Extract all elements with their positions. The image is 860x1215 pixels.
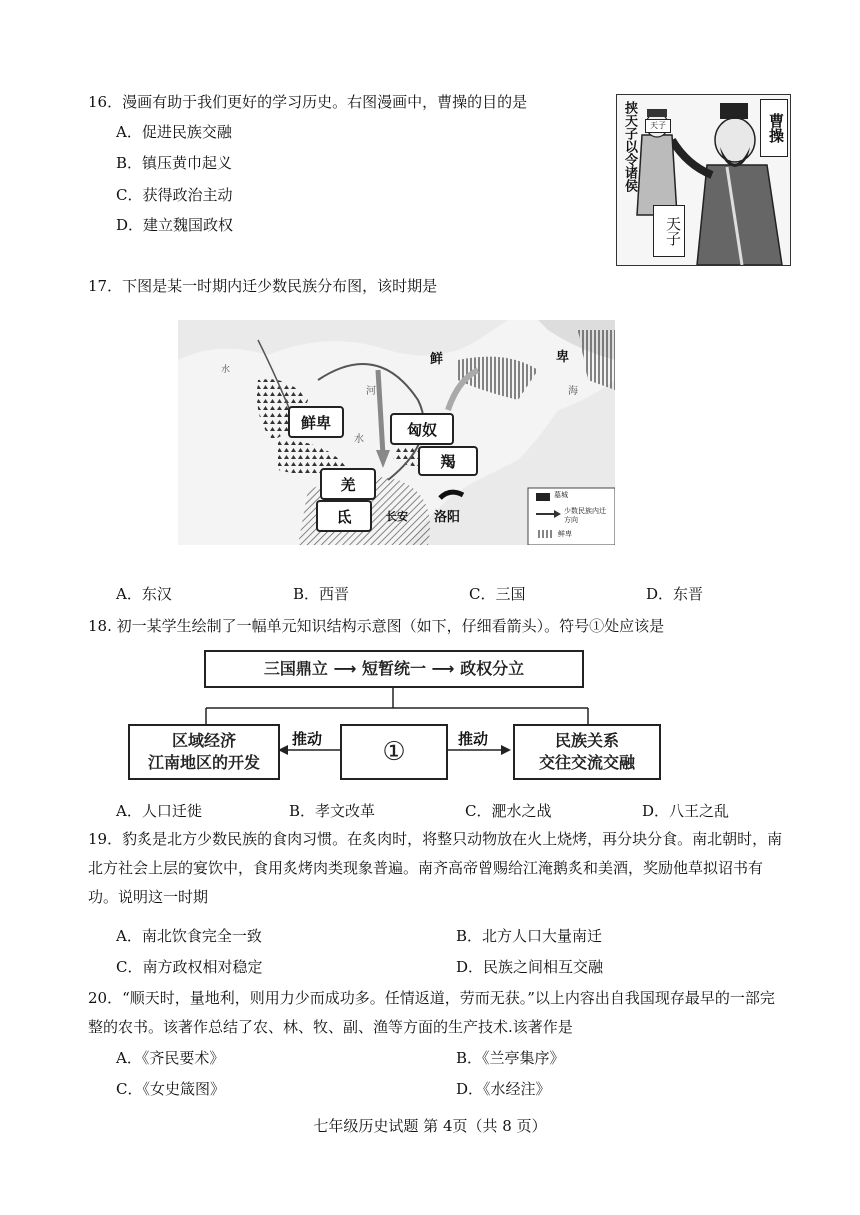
map-city-changan: 长安 [386, 510, 408, 523]
q16-stem: 16．漫画有助于我们更好的学习历史。右图漫画中，曹操的目的是 [88, 93, 528, 111]
puppet-tag: 天子 [645, 119, 671, 133]
legend-migration: 少数民族内迁方向 [564, 507, 606, 524]
q18-stem: 18. 初一某学生绘制了一幅单元知识结构示意图（如下，仔细看箭头）。符号①处应该是 [88, 617, 665, 635]
q19-option-c[interactable]: C．南方政权相对稳定 [116, 958, 263, 976]
map-city-luoyang: 洛阳 [434, 510, 461, 525]
q20-option-a[interactable]: A．《齐民要术》 [116, 1049, 225, 1067]
q19-option-d[interactable]: D．民族之间相互交融 [456, 958, 604, 976]
q18-option-a[interactable]: A．人口迁徙 [116, 802, 202, 820]
q18-option-b[interactable]: B．孝文改革 [289, 802, 376, 820]
map-label-bei: 卑 [556, 350, 570, 365]
cartoon-slogan: 挟天子以令诸侯 [622, 101, 637, 192]
map-label-xianbei: 鲜卑 [288, 406, 344, 438]
q20-stem: 20．“顺天时，量地利，则用力少而成功多。任情返道，劳而无获。”以上内容出自我国现存最早的一部完整的农书。该著作总结了农、林、牧、副、渔等方面的生产技术.该著作是 [88, 989, 775, 1036]
map-label-xiongnu: 匈奴 [390, 413, 454, 445]
map-label-xian: 鲜 [430, 352, 444, 367]
q16-option-c[interactable]: C．获得政治主动 [116, 186, 233, 204]
map-river-shui-west: 水 [221, 365, 231, 375]
q18-option-d[interactable]: D．八王之乱 [642, 802, 730, 820]
map-label-di: 氐 [316, 500, 372, 532]
emperor-label: 天子 [653, 205, 685, 257]
diagram-right-box [513, 724, 661, 780]
diagram-top-box: 三国鼎立 ⟶ 短暂统一 ⟶ 政权分立 [204, 650, 584, 688]
q19-option-a[interactable]: A．南北饮食完全一致 [116, 927, 262, 945]
map-river-shui: 水 [354, 434, 364, 445]
q17-stem: 17．下图是某一时期内迁少数民族分布图，该时期是 [88, 277, 438, 295]
q17-option-d[interactable]: D．东晋 [646, 585, 704, 603]
migration-map [178, 320, 615, 545]
q17-option-c[interactable]: C．三国 [469, 585, 526, 603]
map-sea-hai: 海 [568, 386, 578, 397]
q20-option-c[interactable]: C．《女史箴图》 [116, 1080, 225, 1098]
legend-xianbei: 鲜卑 [558, 530, 572, 538]
cao-cao-name-label: 曹操 [760, 99, 788, 157]
q17-option-a[interactable]: A．东汉 [116, 585, 172, 603]
left-box-line2: 江南地区的开发 [147, 753, 260, 772]
right-box-line2: 交往交流交融 [538, 753, 635, 772]
cao-cao-cartoon [616, 94, 791, 266]
map-label-qiang: 羌 [320, 468, 376, 500]
q17-option-b[interactable]: B．西晋 [293, 585, 350, 603]
q19-stem: 19．豹炙是北方少数民族的食肉习惯。在炙肉时，将整只动物放在火上烧烤，再分块分食。南北朝时，南北方社会上层的宴饮中，食用炙烤肉类现象普遍。南齐高帝曾赐给江淹鹅炙和美酒，奖励他草拟诏书有功。说明这一时期 [88, 830, 783, 906]
q18-option-c[interactable]: C．淝水之战 [465, 802, 552, 820]
page-footer: 七年级历史试题 第 4页（共 8 页） [313, 1117, 547, 1135]
arrow-label-right: 推动 [458, 730, 489, 748]
legend-wall: 墓城 [554, 491, 568, 499]
right-box-line1: 民族关系 [554, 731, 619, 750]
q19-option-b[interactable]: B．北方人口大量南迁 [456, 927, 603, 945]
q20-option-d[interactable]: D．《水经注》 [456, 1080, 551, 1098]
map-river-he: 河 [366, 386, 376, 397]
map-label-jie: 羯 [418, 446, 478, 476]
knowledge-structure-diagram [128, 648, 658, 790]
q16-option-a[interactable]: A．促进民族交融 [116, 123, 232, 141]
q16-option-d[interactable]: D．建立魏国政权 [116, 216, 234, 234]
left-box-line1: 区域经济 [171, 731, 236, 750]
q20-option-b[interactable]: B．《兰亭集序》 [456, 1049, 565, 1067]
diagram-center-box: ① [340, 724, 448, 780]
diagram-left-box [128, 724, 280, 780]
arrow-label-left: 推动 [292, 730, 323, 748]
q16-option-b[interactable]: B．镇压黄巾起义 [116, 154, 233, 172]
